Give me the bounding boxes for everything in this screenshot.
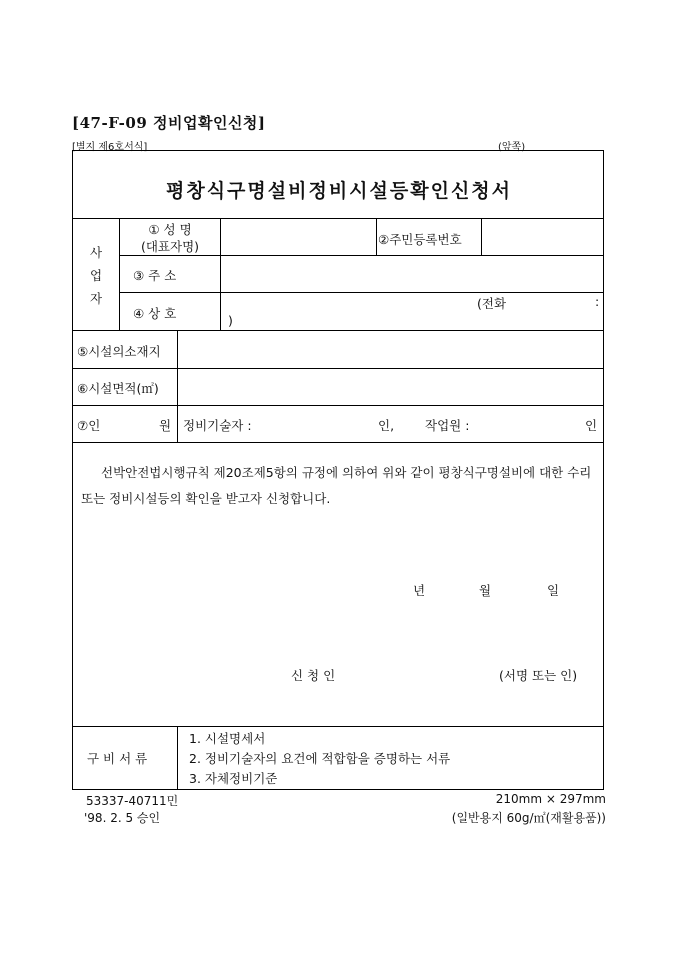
applicant-section-label: 사 업 자 [89,245,103,306]
resident-number-label: ②주민등록번호 [378,232,462,247]
rule [73,405,603,406]
list-item: 1. 시설명세서 [189,731,266,746]
application-statement: 선박안전법시행규칙 제20조제5항의 규정에 의하여 위와 같이 평창식구명설비에 대한 수리 또는 정비시설등의 확인을 받고자 신청합니다. [81,465,592,506]
date-year: 년 [413,583,426,598]
date-month: 월 [479,583,492,598]
form-title: 평창식구명설비정비시설등확인신청서 [165,180,513,202]
rule [73,218,603,219]
rule [73,442,603,443]
rule [119,255,603,256]
document-code: [47-F-09 정비업확인신청] [72,114,266,132]
business-name-label: ④ 상 호 [133,306,177,321]
personnel-label-suffix: 원 [159,418,172,433]
phone-colon: : [595,294,600,309]
required-documents-label: 구 비 서 류 [87,751,148,766]
form-code: 53337-40711민 [86,794,179,808]
rule [73,368,603,369]
rule [177,330,178,442]
required-documents-list [189,729,450,789]
address-label: ③ 주 소 [133,268,177,283]
list-item: 2. 정비기술자의 요건에 적합함을 증명하는 서류 [189,751,451,766]
signature-note: (서명 또는 인) [499,668,578,683]
list-item: 3. 자체정비기준 [189,771,278,786]
page-side: (앞쪽) [498,142,526,153]
rule [220,218,221,330]
phone-close: ) [228,313,233,328]
name-label: ① 성 명 (대표자명) [140,222,200,254]
rule [119,218,120,330]
rule [73,726,603,727]
paper-type: (일반용지 60g/㎡(재활용품)) [451,811,606,825]
rule [376,218,377,255]
worker-unit: 인 [585,418,598,433]
facility-location-label: ⑤시설의소재지 [77,344,161,359]
approval-date: '98. 2. 5 승인 [84,811,161,825]
worker-label: 작업원 : [425,418,470,433]
facility-area-label: ⑥시설면적(㎡) [77,381,159,396]
rule [481,218,482,255]
personnel-label: ⑦인 [77,418,101,433]
paper-size: 210mm × 297mm [495,792,606,806]
form-number: [별지 제6호서식] [72,142,148,153]
date-day: 일 [547,583,560,598]
rule [73,330,603,331]
rule [177,726,178,789]
application-form [72,150,604,790]
technician-label: 정비기술자 : [183,418,252,433]
applicant-signature-label: 신 청 인 [291,668,336,683]
phone-label: (전화 [477,296,507,311]
rule [119,292,603,293]
technician-unit: 인, [378,418,395,433]
